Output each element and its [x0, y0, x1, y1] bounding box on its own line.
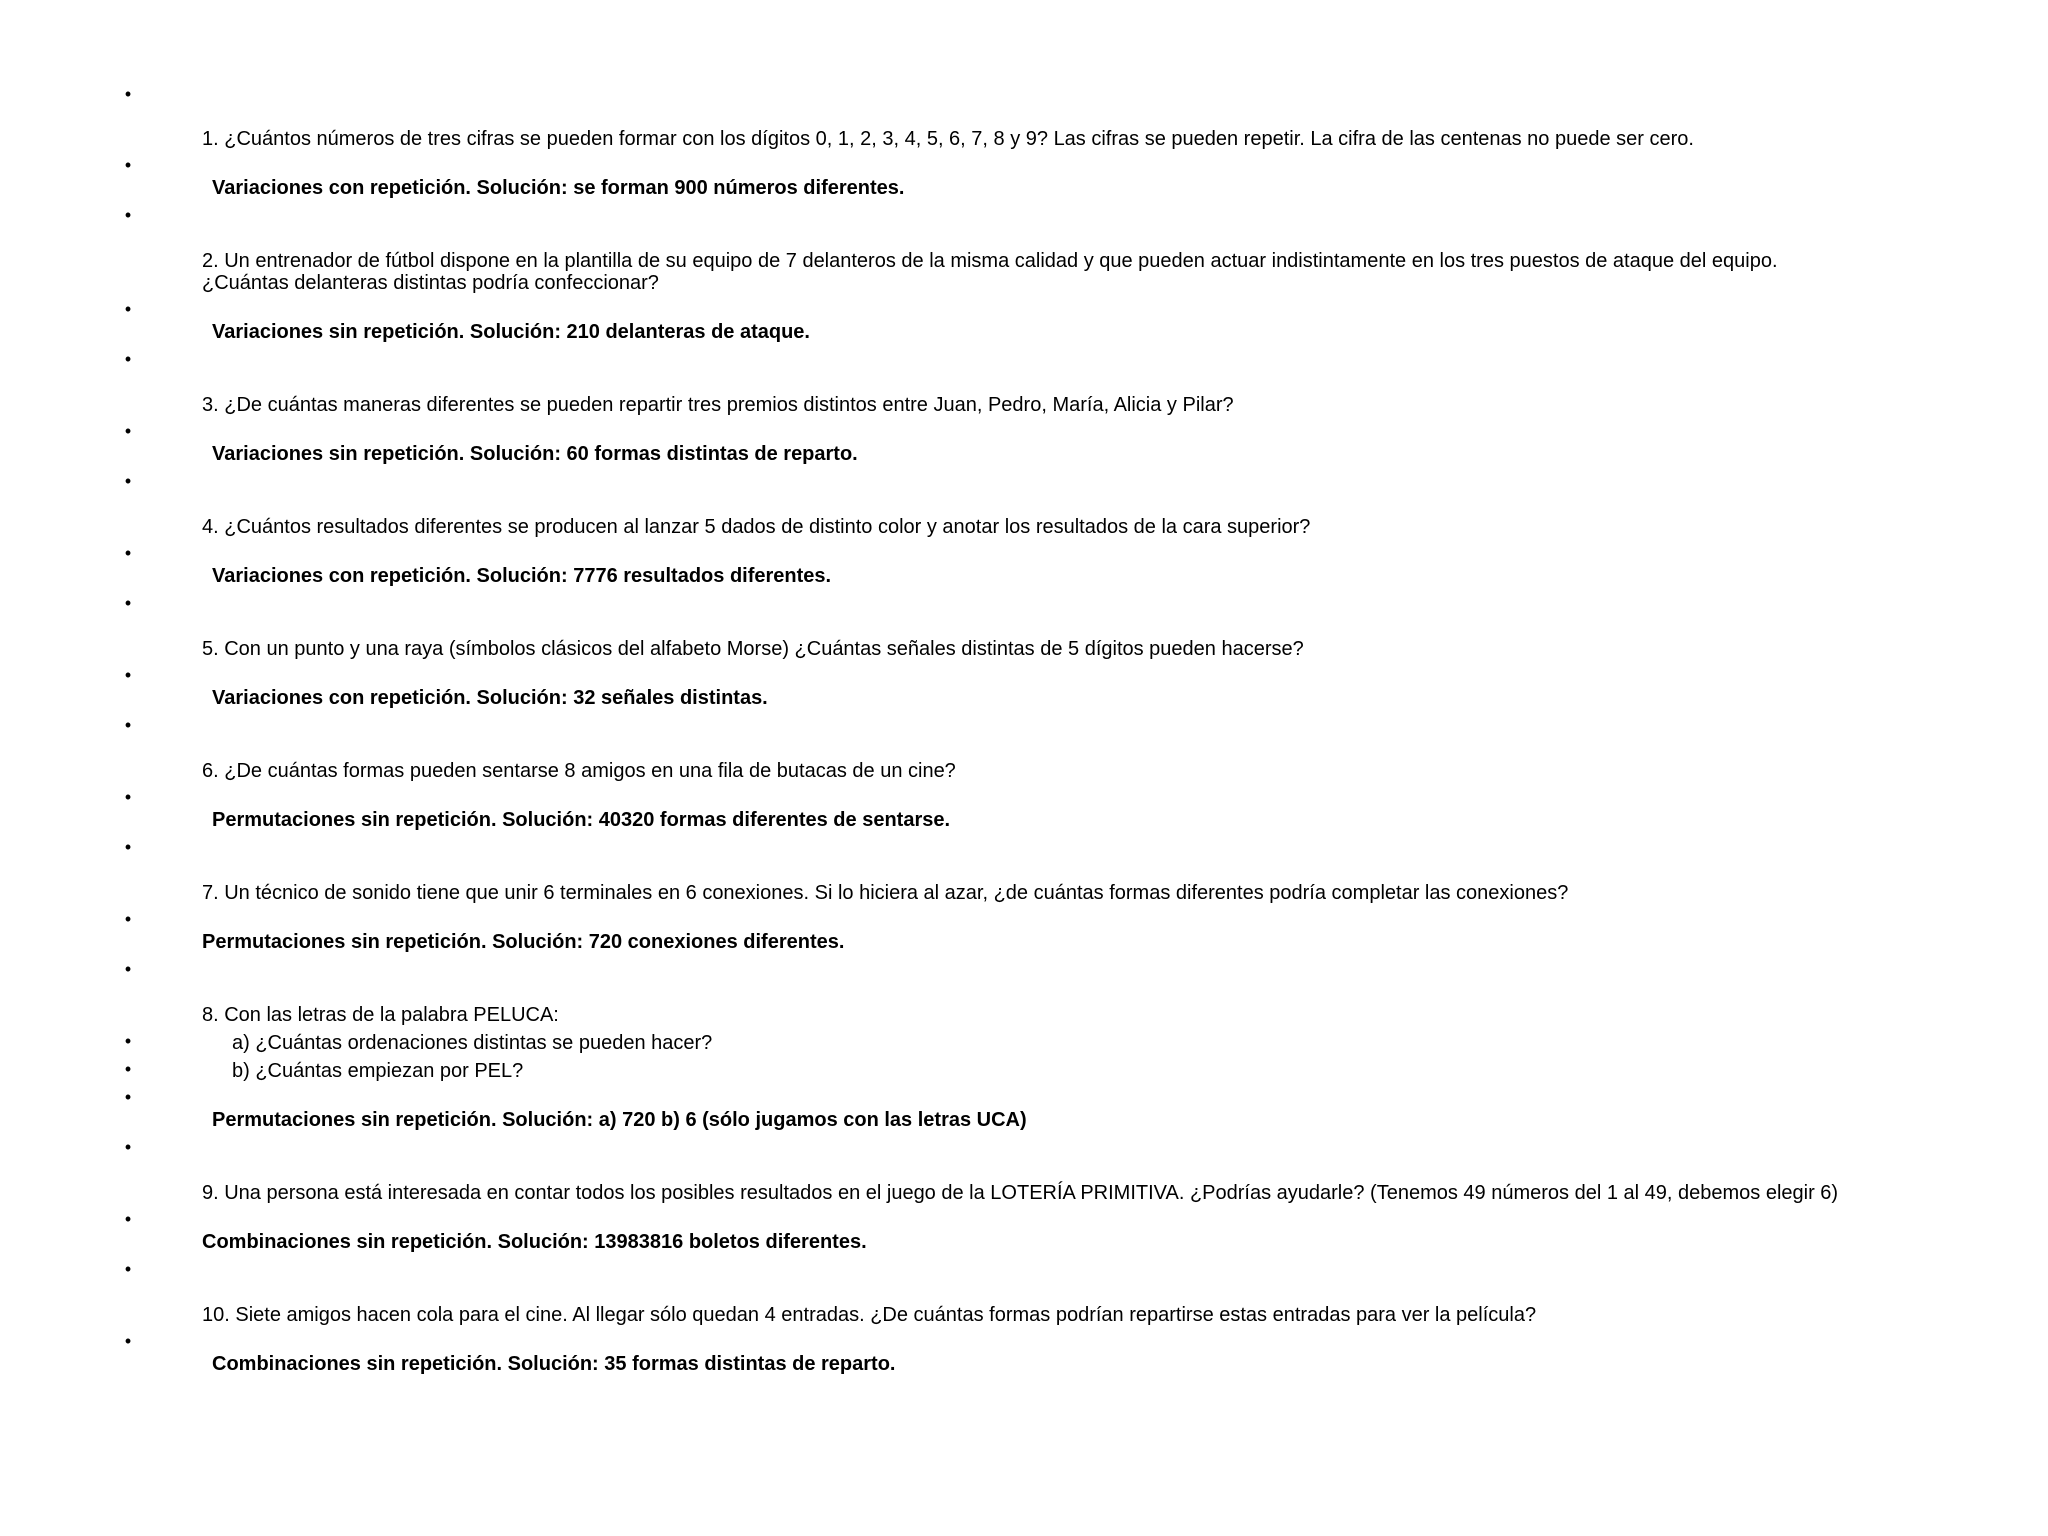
question-8: 8. Con las letras de la palabra PELUCA:: [202, 1004, 559, 1026]
bullet: •: [124, 1331, 132, 1351]
question-4: 4. ¿Cuántos resultados diferentes se producen al lanzar 5 dados de distinto color y anotar los resultados de la cara superior?: [202, 516, 1311, 538]
bullet: •: [124, 421, 132, 441]
bullet: •: [124, 959, 132, 979]
bullet: •: [124, 543, 132, 563]
question-6: 6. ¿De cuántas formas pueden sentarse 8 amigos en una fila de butacas de un cine?: [202, 760, 956, 782]
bullet: •: [124, 84, 132, 104]
bullet: •: [124, 1059, 132, 1079]
answer-2: Variaciones sin repetición. Solución: 210 delanteras de ataque.: [212, 321, 810, 343]
question-7: 7. Un técnico de sonido tiene que unir 6 terminales en 6 conexiones. Si lo hiciera al azar, ¿de cuántas formas diferentes podría completar las conexiones?: [202, 882, 1569, 904]
question-8-sub-b: b) ¿Cuántas empiezan por PEL?: [232, 1060, 524, 1082]
question-3: 3. ¿De cuántas maneras diferentes se pueden repartir tres premios distintos entre Juan, Pedro, María, Alicia y Pilar?: [202, 394, 1234, 416]
answer-8: Permutaciones sin repetición. Solución: a) 720 b) 6 (sólo jugamos con las letras UCA): [212, 1109, 1027, 1131]
bullet: •: [124, 665, 132, 685]
bullet: •: [124, 349, 132, 369]
answer-1: Variaciones con repetición. Solución: se forman 900 números diferentes.: [212, 177, 905, 199]
question-9: 9. Una persona está interesada en contar todos los posibles resultados en el juego de la LOTERÍA PRIMITIVA. ¿Podrías ayudarle? (Tenemos 49 números del 1 al 49, debemos elegir 6): [202, 1182, 1839, 1204]
question-5: 5. Con un punto y una raya (símbolos clásicos del alfabeto Morse) ¿Cuántas señales distintas de 5 dígitos pueden hacerse?: [202, 638, 1304, 660]
answer-7: Permutaciones sin repetición. Solución: 720 conexiones diferentes.: [202, 931, 845, 953]
question-10: 10. Siete amigos hacen cola para el cine. Al llegar sólo quedan 4 entradas. ¿De cuántas formas podrían repartirse estas entradas para ver la película?: [202, 1304, 1537, 1326]
bullet: •: [124, 787, 132, 807]
bullet: •: [124, 1209, 132, 1229]
question-2-line-2: ¿Cuántas delanteras distintas podría confeccionar?: [202, 272, 659, 294]
bullet: •: [124, 1137, 132, 1157]
bullet: •: [124, 1031, 132, 1051]
answer-3: Variaciones sin repetición. Solución: 60 formas distintas de reparto.: [212, 443, 858, 465]
answer-9: Combinaciones sin repetición. Solución: 13983816 boletos diferentes.: [202, 1231, 867, 1253]
answer-10: Combinaciones sin repetición. Solución: 35 formas distintas de reparto.: [212, 1353, 896, 1375]
answer-6: Permutaciones sin repetición. Solución: 40320 formas diferentes de sentarse.: [212, 809, 951, 831]
bullet: •: [124, 715, 132, 735]
bullet: •: [124, 155, 132, 175]
answer-4: Variaciones con repetición. Solución: 7776 resultados diferentes.: [212, 565, 832, 587]
answer-5: Variaciones con repetición. Solución: 32 señales distintas.: [212, 687, 768, 709]
bullet: •: [124, 299, 132, 319]
question-2-line-1: 2. Un entrenador de fútbol dispone en la plantilla de su equipo de 7 delanteros de la misma calidad y que pueden actuar indistintamente en los tres puestos de ataque del equipo.: [202, 250, 1778, 272]
bullet: •: [124, 1259, 132, 1279]
bullet: •: [124, 837, 132, 857]
bullet: •: [124, 593, 132, 613]
question-8-sub-a: a) ¿Cuántas ordenaciones distintas se pueden hacer?: [232, 1032, 713, 1054]
bullet: •: [124, 909, 132, 929]
bullet: •: [124, 205, 132, 225]
bullet: •: [124, 1087, 132, 1107]
bullet: •: [124, 471, 132, 491]
question-1: 1. ¿Cuántos números de tres cifras se pueden formar con los dígitos 0, 1, 2, 3, 4, 5, 6, 7, 8 y 9? Las cifras se pueden repetir. La cifra de las centenas no puede ser cero.: [202, 128, 1694, 150]
